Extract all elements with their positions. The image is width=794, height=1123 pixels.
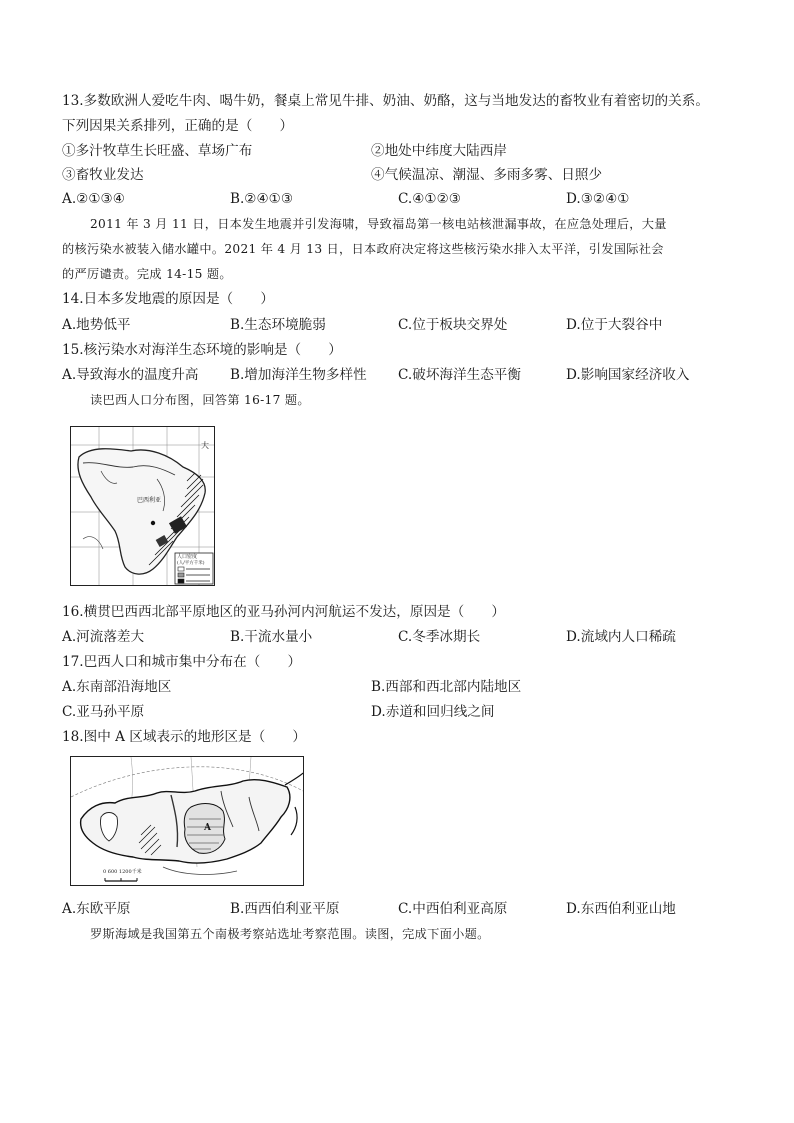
q17-option-b: B.西部和西北部内陆地区 <box>371 679 522 695</box>
russia-map-drawing <box>71 757 303 885</box>
q16-option-d: D.流域内人口稀疏 <box>566 629 676 645</box>
brazil-population-map <box>70 426 215 586</box>
legend-unit: (人/平方千米) <box>177 561 205 566</box>
q13-item-3: ③畜牧业发达 <box>62 167 144 183</box>
q18-option-c: C.中西伯利亚高原 <box>398 901 508 917</box>
q16-stem: 16.横贯巴西西北部平原地区的亚马孙河内河航运不发达，原因是（ ） <box>62 604 506 620</box>
q14-option-b: B.生态环境脆弱 <box>230 317 326 333</box>
legend-title: 人口密度 <box>177 554 198 560</box>
q14-option-a: A.地势低平 <box>62 317 131 333</box>
q13-stem-line1: 13.多数欧洲人爱吃牛肉、喝牛奶，餐桌上常见牛排、奶油、奶酪，这与当地发达的畜牧业有着密切的关系。 <box>62 93 709 109</box>
q15-stem: 15.核污染水对海洋生态环境的影响是（ ） <box>62 342 342 358</box>
q16-option-b: B.干流水量小 <box>230 629 313 645</box>
q13-item-2: ②地处中纬度大陆西岸 <box>371 143 507 159</box>
passage2: 罗斯海域是我国第五个南极考察站选址考察范围。读图，完成下面小题。 <box>90 927 490 941</box>
q17-option-c: C.亚马孙平原 <box>62 704 145 720</box>
q14-stem: 14.日本多发地震的原因是（ ） <box>62 291 274 307</box>
q13-stem-line2: 下列因果关系排列，正确的是（ ） <box>62 118 294 134</box>
q13-item-4: ④气候温凉、潮湿、多雨多雾、日照少 <box>371 167 603 183</box>
passage1-line1: 2011 年 3 月 11 日，日本发生地震并引发海啸，导致福岛第一核电站核泄漏事故，在应急处理后，大量 <box>90 217 667 231</box>
q13-option-c: C.④①②③ <box>398 191 461 207</box>
q15-option-d: D.影响国家经济收入 <box>566 367 690 383</box>
russia-terrain-map <box>70 756 304 886</box>
ocean-label: 大 <box>201 441 209 450</box>
q13-item-1: ①多汁牧草生长旺盛、草场广布 <box>62 143 253 159</box>
q13-option-d: D.③②④① <box>566 191 630 207</box>
q18-option-d: D.东西伯利亚山地 <box>566 901 676 917</box>
q18-option-a: A.东欧平原 <box>62 901 131 917</box>
q15-option-a: A.导致海水的温度升高 <box>62 367 199 383</box>
q17-stem: 17.巴西人口和城市集中分布在（ ） <box>62 654 302 670</box>
q18-stem: 18.图中 A 区域表示的地形区是（ ） <box>62 729 306 745</box>
q14-option-c: C.位于板块交界处 <box>398 317 508 333</box>
map-scale-label: 0 600 1200千米 <box>103 869 142 875</box>
q18-option-b: B.西西伯利亚平原 <box>230 901 340 917</box>
q15-option-c: C.破坏海洋生态平衡 <box>398 367 521 383</box>
q16-option-c: C.冬季冰期长 <box>398 629 481 645</box>
brazil-capital-label: 巴西利亚 <box>137 497 162 504</box>
q16-option-a: A.河流落差大 <box>62 629 145 645</box>
passage1-line2: 的核污染水被装入储水罐中。2021 年 4 月 13 日，日本政府决定将这些核污染水排入太平洋，引发国际社会 <box>62 242 664 256</box>
q17-option-a: A.东南部沿海地区 <box>62 679 172 695</box>
passage1-line3: 的严厉谴责。完成 14-15 题。 <box>62 267 232 281</box>
q13-option-b: B.②④①③ <box>230 191 294 207</box>
q14-option-d: D.位于大裂谷中 <box>566 317 663 333</box>
brazil-map-intro: 读巴西人口分布图，回答第 16-17 题。 <box>90 393 310 407</box>
q17-option-d: D.赤道和回归线之间 <box>371 704 495 720</box>
q15-option-b: B.增加海洋生物多样性 <box>230 367 367 383</box>
q13-option-a: A.②①③④ <box>62 191 125 207</box>
region-a-label: A <box>204 823 211 833</box>
